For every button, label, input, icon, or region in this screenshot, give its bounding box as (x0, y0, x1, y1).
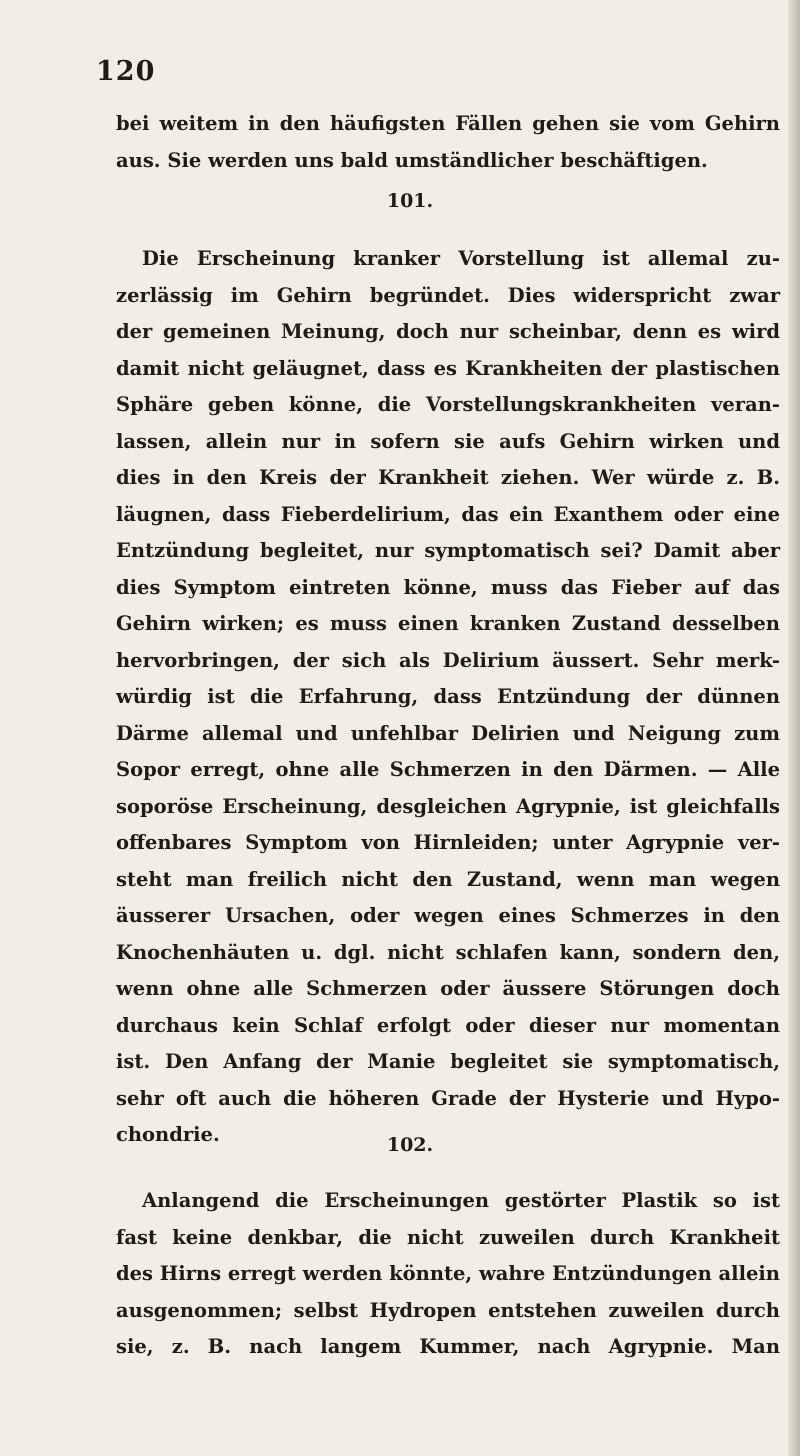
text-line: wenn ohne alle Schmerzen oder äussere Störungen doch (116, 977, 780, 1000)
text-line: des Hirns erregt werden könnte, wahre Entzündungen allein (116, 1262, 780, 1285)
page-edge (788, 0, 800, 1456)
page-number: 120 (96, 56, 156, 87)
text-line: soporöse Erscheinung, desgleichen Agrypnie, ist gleichfalls (116, 794, 780, 818)
text-line: läugnen, dass Fieberdelirium, das ein Exanthem oder eine (116, 502, 780, 526)
text-line: ist. Den Anfang der Manie begleitet sie symptomatisch, (116, 1050, 780, 1073)
text-line: Sopor erregt, ohne alle Schmerzen in den Därmen. — Alle (116, 758, 780, 781)
text-line: offenbares Symptom von Hirnleiden; unter Agrypnie ver- (116, 831, 780, 854)
text-line: Sphäre geben könne, die Vorstellungskrankheiten veran- (116, 393, 780, 416)
section-heading-102: 102. (386, 1134, 434, 1156)
text-line: dies Symptom eintreten könne, muss das Fieber auf das (116, 575, 780, 599)
text-line: würdig ist die Erfahrung, dass Entzündung der dünnen (116, 685, 780, 708)
text-line: sehr oft auch die höheren Grade der Hysterie und Hypo- (116, 1086, 780, 1110)
text-line: zerlässig im Gehirn begründet. Dies widerspricht zwar (116, 283, 780, 307)
text-line: sie, z. B. nach langem Kummer, nach Agrypnie. Man (116, 1335, 780, 1358)
text-line: chondrie. (116, 1123, 220, 1146)
text-line: Knochenhäuten u. dgl. nicht schlafen kann, sondern den, (116, 940, 780, 964)
text-line: bei weitem in den häufigsten Fällen gehen sie vom Gehirn (116, 112, 780, 135)
section-101-paragraph (116, 241, 780, 1154)
text-line: äusserer Ursachen, oder wegen eines Schmerzes in den (116, 904, 780, 927)
text-line: aus. Sie werden uns bald umständlicher beschäftigen. (116, 148, 708, 172)
section-102-paragraph (116, 1183, 780, 1366)
text-line: hervorbringen, der sich als Delirium äussert. Sehr merk- (116, 648, 780, 672)
text-line: Die Erscheinung kranker Vorstellung ist allemal zu- (142, 247, 780, 270)
text-line: Gehirn wirken; es muss einen kranken Zustand desselben (116, 612, 780, 635)
text-line: der gemeinen Meinung, doch nur scheinbar, denn es wird (116, 320, 780, 343)
text-line: dies in den Kreis der Krankheit ziehen. Wer würde z. B. (116, 466, 780, 489)
text-line: fast keine denkbar, die nicht zuweilen durch Krankheit (116, 1225, 780, 1249)
text-line: steht man freilich nicht den Zustand, wenn man wegen (116, 867, 780, 891)
text-line: ausgenommen; selbst Hydropen entstehen zuweilen durch (116, 1298, 780, 1322)
section-heading-101: 101. (386, 190, 434, 212)
text-line: Därme allemal und unfehlbar Delirien und Neigung zum (116, 721, 780, 745)
intro-paragraph (116, 106, 780, 179)
text-line: Entzündung begleitet, nur symptomatisch sei? Damit aber (116, 539, 780, 562)
text-line: Anlangend die Erscheinungen gestörter Plastik so ist (142, 1189, 780, 1212)
text-line: lassen, allein nur in sofern sie aufs Gehirn wirken und (116, 429, 780, 453)
text-line: damit nicht geläugnet, dass es Krankheiten der plastischen (116, 356, 780, 380)
text-line: durchaus kein Schlaf erfolgt oder dieser nur momentan (116, 1013, 780, 1037)
